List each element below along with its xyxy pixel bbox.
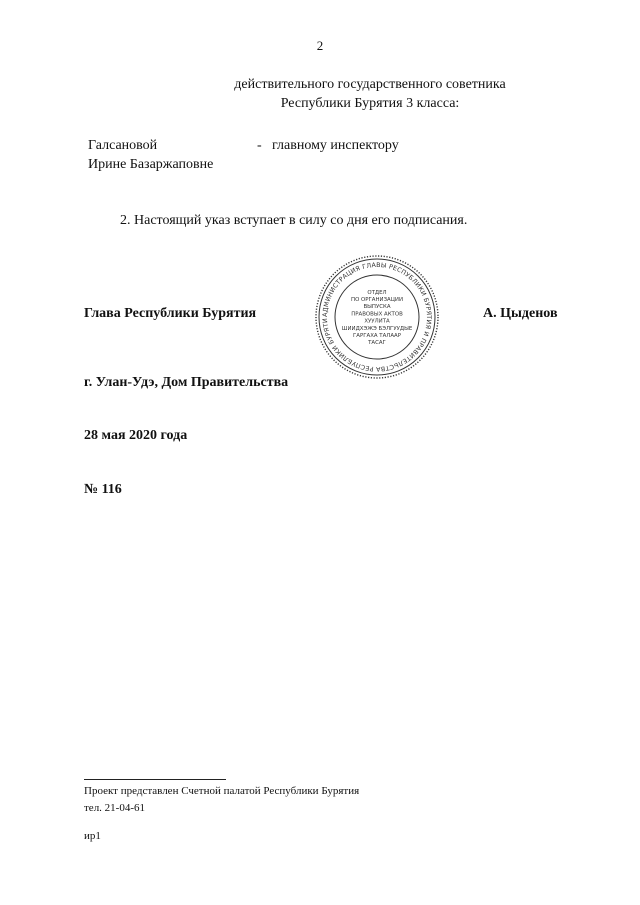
rank-line-2: Республики Бурятия 3 класса: <box>280 96 460 111</box>
seal-center-line: ОТДЕЛ <box>367 289 387 296</box>
rank-line-1: действительного государственного советника <box>234 77 506 92</box>
page-number: 2 <box>316 38 324 53</box>
person-surname: Галсановой <box>88 138 158 153</box>
seal-center-line: ШИИДХЭЖЭ БЭЛГУУДЫЕ <box>341 325 413 332</box>
seal-center-line: ХУУЛИТА <box>364 318 390 325</box>
footnote-line-2: тел. 21-04-61 <box>84 802 146 814</box>
person-position: главному инспектору <box>272 138 399 153</box>
seal-center-line: ПРАВОВЫХ АКТОВ <box>351 311 403 318</box>
date: 28 мая 2020 года <box>84 428 188 443</box>
seal-center-line: ТАСАГ <box>368 340 386 347</box>
footnote-line-1: Проект представлен Счетной палатой Республики Бурятия <box>84 785 360 797</box>
person-dash: - <box>257 138 262 153</box>
document-code: ир1 <box>84 830 101 842</box>
person-name: Ирине Базаржаповне <box>88 157 214 172</box>
official-seal <box>314 254 440 380</box>
seal-ring-text: АДМИНИСТРАЦИЯ ГЛАВЫ РЕСПУБЛИКИ БУРЯТИЯ И ПРАВИТЕЛЬСТВА РЕСПУБЛИКИ БУРЯТИ <box>321 261 433 373</box>
footnote-divider <box>84 779 226 780</box>
signature-title: Глава Республики Бурятия <box>84 306 257 321</box>
seal-center-line: ВЫПУСКА <box>363 304 391 311</box>
signature-name: А. Цыденов <box>483 306 558 321</box>
seal-center-line: ГАРГАХА ТАЛААР <box>353 333 401 339</box>
document-number: № 116 <box>84 482 122 497</box>
clause-2-text: 2. Настоящий указ вступает в силу со дня его подписания. <box>120 213 468 228</box>
seal-center-line: ПО ОРГАНИЗАЦИИ <box>351 297 403 303</box>
place: г. Улан-Удэ, Дом Правительства <box>84 375 289 390</box>
